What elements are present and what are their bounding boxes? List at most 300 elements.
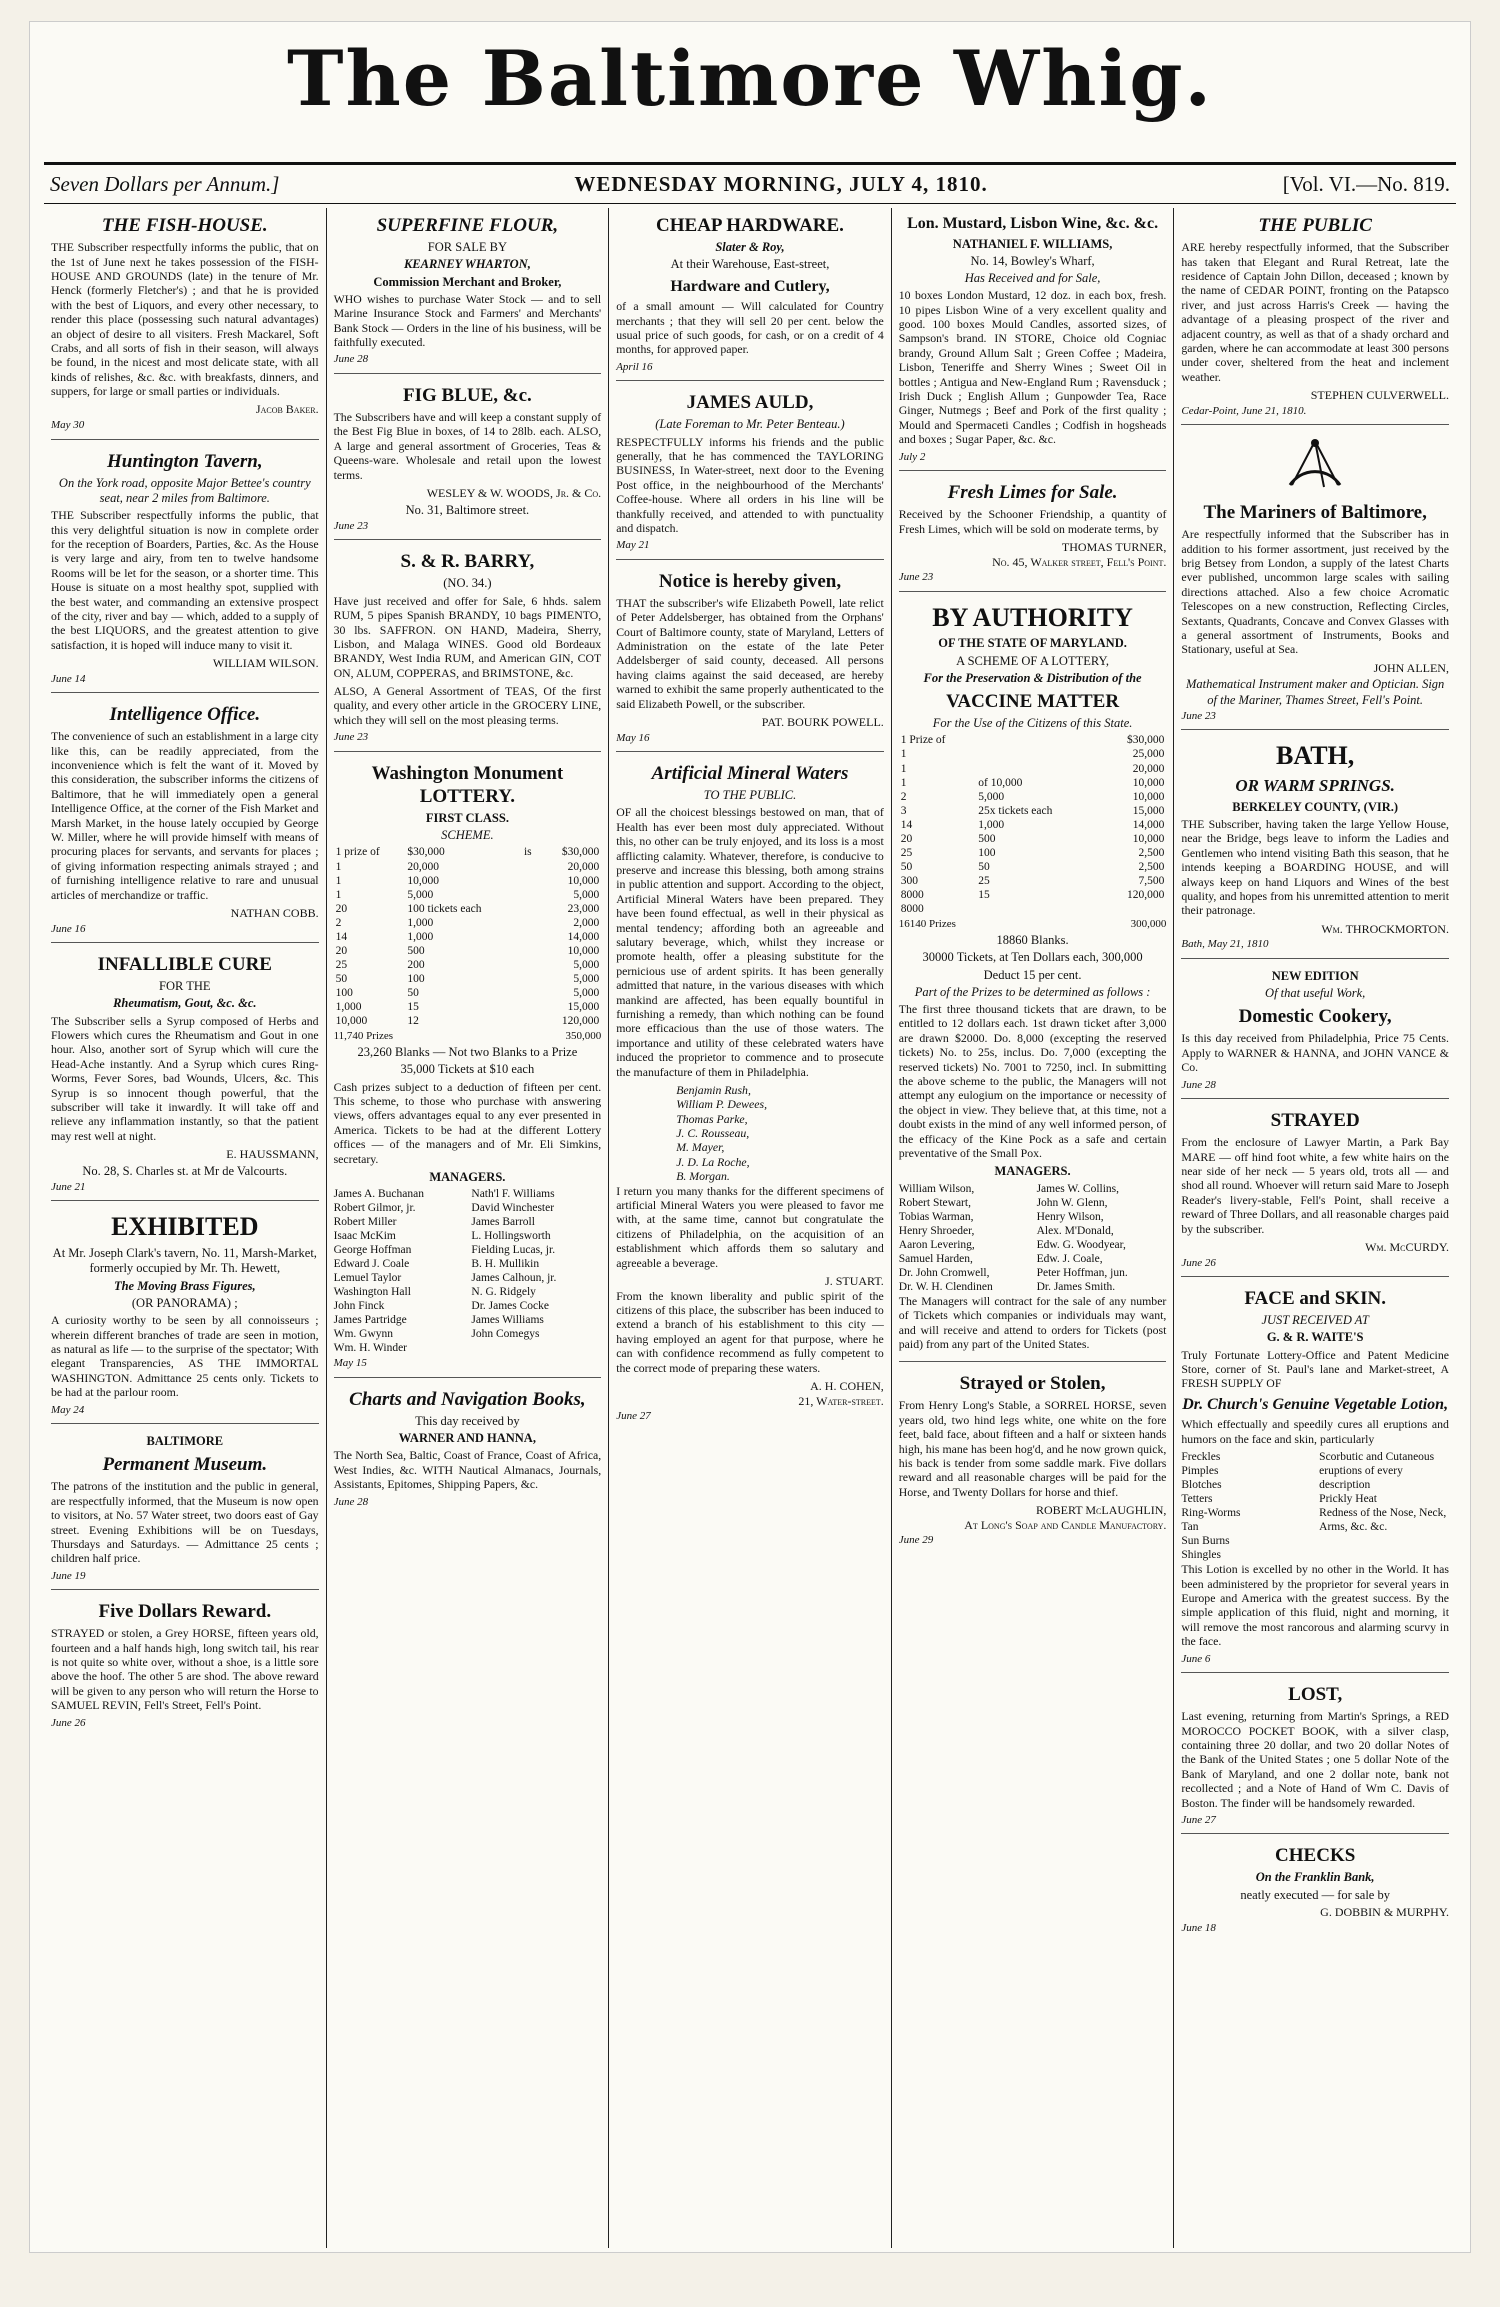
- scheme-cell: 5,000: [573, 958, 600, 971]
- ad-date: June 27: [616, 1410, 651, 1423]
- ad-heading: CHEAP HARDWARE.: [656, 215, 844, 236]
- ad-heading: Domestic Cookery,: [1238, 1006, 1392, 1028]
- managers-heading: MANAGERS.: [429, 1169, 506, 1184]
- ad-subheading: G. & R. WAITE'S: [1266, 1330, 1364, 1345]
- manager-name: Isaac McKim: [333, 1230, 396, 1243]
- hardware-ad: [616, 214, 884, 381]
- ailment: Prickly Heat: [1319, 1493, 1377, 1506]
- ad-heading: Five Dollars Reward.: [98, 1601, 272, 1623]
- vaccine-blanks: 18860 Blanks.: [996, 933, 1069, 948]
- ad-heading: STRAYED: [1270, 1110, 1360, 1132]
- ailment: Ring-Worms: [1181, 1507, 1241, 1520]
- manager-name: Robert Miller: [333, 1216, 397, 1229]
- ad-body: Are respectfully informed that the Subscriber has in addition to his former assortment, just received by the brig Betsey from London, a supply of the latest Charts ever published, uncommon large scales with sailing directions attached. Also a few choice Acromatic Telescopes on a new construction, Reflecting Circles, Sextants, Quadrants, Concave and Convex Glasses with a general assortment of Instruments, Books and Stationary, useful at Sea.: [1181, 527, 1449, 657]
- ad-subheading: (Late Foreman to Mr. Peter Benteau.): [655, 417, 845, 432]
- scheme-cell: 25: [900, 846, 913, 859]
- scheme-cell: 14: [335, 930, 348, 943]
- scheme-cell: $30,000: [561, 846, 600, 859]
- physician-name: B. Morgan.: [676, 1169, 730, 1184]
- ad-heading: BATH,: [1276, 741, 1355, 771]
- scheme-cell: [522, 930, 539, 944]
- manager-name: John Finck: [333, 1300, 385, 1313]
- ad-date: June 26: [1181, 1256, 1216, 1269]
- scheme-cell: [522, 860, 539, 874]
- scheme-row: [334, 845, 602, 859]
- exhibited-ad: [51, 1211, 319, 1423]
- lottery-tickets: 35,000 Tickets at $10 each: [400, 1062, 535, 1077]
- ad-date: May 16: [616, 731, 650, 744]
- ailment: Sun Burns: [1181, 1535, 1230, 1548]
- ad-heading: Artificial Mineral Waters: [651, 763, 849, 785]
- reward-ad: [51, 1600, 319, 1736]
- scheme-cell: 5,000: [573, 986, 600, 999]
- scheme-row: [899, 818, 1167, 832]
- ailments-list: [1181, 1450, 1449, 1562]
- column-4: [892, 208, 1175, 2248]
- ad-heading: Charts and Navigation Books,: [349, 1388, 586, 1410]
- ad-signature: NATHAN COBB.: [230, 905, 319, 920]
- ad-body: 10 boxes London Mustard, 12 doz. in each box, fresh. 10 pipes Lisbon Wine of a very excellent quality and good. 100 boxes Mould Candles, assorted sizes, of Sampson's brand. IN STORE, Choice old Cogniac brandy, Ground Allum Salt ; Green Coffee ; Madeira, Lisbon, Teneriffe and Sherry Wines ; Sweet Oil in bottles ; Antigua and New-England Rum ; Ravensduck ; Irish Duck ; English Allum ; Gunpowder Tea, Race Ginger, Nutmegs ; Beef and Pork of the first quality ; Mould and Spermaceti Candles ; Codfish in hogsheads and boxes ; Sugar Paper, &c. &c.: [898, 288, 1167, 447]
- ailment: Pimples: [1181, 1465, 1219, 1478]
- ad-date: May 24: [51, 1403, 85, 1416]
- ad-subheading: VACCINE MATTER: [946, 691, 1120, 713]
- manager-name: David Winchester: [471, 1202, 555, 1215]
- manager-name: Aaron Levering,: [898, 1238, 975, 1251]
- ad-date: June 23: [333, 519, 369, 532]
- face-skin-ad: [1181, 1287, 1449, 1673]
- scheme-row: [899, 776, 1167, 790]
- scheme-cell: [522, 1000, 539, 1014]
- physician-name: J. D. La Roche,: [676, 1154, 750, 1169]
- manager-name: Nath'l F. Williams: [471, 1188, 555, 1201]
- fig-blue-ad: [334, 384, 602, 540]
- scheme-row: [334, 1014, 602, 1028]
- ad-body: of a small amount — Will calculated for Country merchants ; that they will sell 20 per cent. below the usual price of such goods, for cash, or on a credit of 4 months, for approved paper.: [616, 299, 884, 357]
- scheme-cell: [522, 888, 539, 902]
- ailments-left: [1181, 1450, 1311, 1562]
- masthead: [30, 22, 1470, 162]
- ad-heading: EXHIBITED: [111, 1212, 259, 1242]
- scheme-cell: 14,000: [1132, 818, 1165, 831]
- ad-signature: WILLIAM WILSON.: [212, 656, 319, 671]
- scheme-cell: $30,000: [1127, 734, 1165, 747]
- manager-name: Henry Wilson,: [1036, 1210, 1104, 1223]
- scheme-cell: [522, 1014, 539, 1028]
- ad-subheading: neatly executed — for sale by: [1240, 1887, 1390, 1902]
- ad-body: Received by the Schooner Friendship, a quantity of Fresh Limes, which will be sold on moderate terms, by: [898, 507, 1167, 536]
- scheme-cell: 1: [335, 860, 342, 873]
- mariners-ad: [1181, 435, 1449, 730]
- scheme-cell: 50: [900, 860, 913, 873]
- ad-body: THE Subscriber, having taken the large Yellow House, near the Bridge, begs leave to inform the Ladies and Gentlemen who intend visiting Bath this season, that he intends keeping a BOARDING HOUSE, and will always keep on hand Liquors and Wines of the best quality, and hopes from his unremitted attention to merit their patronage.: [1181, 817, 1449, 918]
- scheme-cell: 10,000: [567, 944, 600, 957]
- scheme-cell: 1: [335, 874, 342, 887]
- ad-subheading: BALTIMORE: [146, 1433, 224, 1448]
- ad-subheading: KEARNEY WHARTON,: [403, 257, 531, 272]
- newspaper-page: [30, 22, 1470, 2252]
- manager-name: James Williams: [471, 1314, 544, 1327]
- ad-subheading: This day received by: [415, 1413, 520, 1428]
- ad-date: July 2: [898, 450, 926, 463]
- scheme-cell: 25: [335, 958, 348, 971]
- ad-date: June 27: [1181, 1813, 1216, 1826]
- managers-right: [471, 1187, 601, 1355]
- manager-name: John Comegys: [471, 1328, 540, 1341]
- cookery-ad: [1181, 969, 1449, 1099]
- scheme-cell: 10,000: [407, 874, 439, 887]
- vaccine-total-value: 300,000: [1130, 917, 1167, 930]
- ad-heading: THE FISH-HOUSE.: [101, 215, 268, 236]
- mineral-waters-ad: [616, 762, 884, 1430]
- ad-heading: CHECKS: [1275, 1845, 1356, 1867]
- scheme-row: [899, 747, 1167, 761]
- ad-date: June 19: [51, 1569, 86, 1582]
- ad-date: April 16: [616, 360, 653, 373]
- manager-name: Lemuel Taylor: [333, 1272, 402, 1285]
- infallible-cure-ad: [51, 953, 319, 1201]
- ad-date: Cedar-Point, June 21, 1810.: [1181, 404, 1307, 417]
- scheme-cell: 20,000: [407, 860, 439, 873]
- scheme-row: [334, 874, 602, 888]
- ad-body: The convenience of such an establishment in a large city like this, can be readily appreciated, from the inconvenience which is felt the want of it. Moved by this consideration, the subscriber informs the citizens of Baltimore, that he will immediately open a general Intelligence Office, at the corner of the Fish Market and Marsh Market, in the house lately occupied by George W. Miller, where he will provide himself with means of procuring places for servants, and servants for places ; of giving information respecting animals strayed ; and of furnishing intelligence relative to rare and unusual articles of merchandize or traffic.: [51, 729, 319, 902]
- ad-date: May 15: [333, 1357, 367, 1370]
- ad-subheading: Dr. Church's Genuine Vegetable Lotion,: [1182, 1395, 1449, 1413]
- ad-address: At Long's Soap and Candle Manufactory.: [964, 1517, 1167, 1532]
- scheme-cell: [522, 958, 539, 972]
- scheme-cell: 5,000: [407, 888, 434, 901]
- scheme-row: [334, 888, 602, 902]
- manager-name: James Calhoun, jr.: [471, 1272, 557, 1285]
- scheme-cell: 14: [900, 818, 913, 831]
- scheme-cell: 2,000: [573, 916, 600, 929]
- scheme-cell: 15,000: [1132, 804, 1165, 817]
- scheme-cell: 7,500: [1138, 874, 1165, 887]
- scheme-cell: [522, 902, 539, 916]
- manager-name: Tobias Warman,: [898, 1210, 974, 1223]
- ad-body: Is this day received from Philadelphia, Price 75 Cents. Apply to WARNER & HANNA, and JOHN VANCE & Co.: [1181, 1031, 1449, 1075]
- ad-signature: STEPHEN CULVERWELL.: [1310, 388, 1449, 403]
- ad-heading: FIG BLUE, &c.: [403, 384, 532, 406]
- scheme-cell: 15: [407, 1000, 419, 1013]
- ad-subheading: On the Franklin Bank,: [1255, 1870, 1375, 1885]
- ad-signature: G. DOBBIN & MURPHY.: [1320, 1904, 1449, 1919]
- ad-subheading: For the Use of the Citizens of this State.: [932, 716, 1133, 731]
- ad-subheading: NATHANIEL F. WILLIAMS,: [952, 236, 1113, 251]
- ad-heading: Strayed or Stolen,: [959, 1373, 1106, 1395]
- subscription-price: Seven Dollars per Annum.]: [50, 171, 280, 196]
- scheme-cell: 2,500: [1138, 846, 1165, 859]
- ad-heading: Permanent Museum.: [102, 1454, 268, 1476]
- scheme-cell: 100: [407, 972, 425, 985]
- manager-name: Samuel Harden,: [898, 1252, 973, 1265]
- ad-subheading: TO THE PUBLIC.: [703, 788, 797, 803]
- ad-body: ALSO, A General Assortment of TEAS, Of the first quality, and every other article in the GROCERY LINE, which they will sell on the most pleasing terms.: [333, 684, 602, 727]
- scheme-row: [334, 944, 602, 958]
- sextant-icon: [1280, 435, 1350, 495]
- ad-signature: E. HAUSSMANN,: [226, 1147, 319, 1162]
- ad-subheading: SCHEME.: [441, 828, 494, 843]
- scheme-row: [334, 916, 602, 930]
- ad-subheading: WARNER AND HANNA,: [398, 1431, 536, 1446]
- ad-heading: SUPERFINE FLOUR,: [376, 215, 559, 236]
- ad-date: June 28: [333, 353, 369, 366]
- ad-body: The Subscriber sells a Syrup composed of Herbs and Flowers which cures the Rheumatism and Gout in one hour. Also, another sort of Syrup which will cure the Head-Ache instantly. And a Syrup which cures Ring-Worms, Fever Sores, bad Wounds, Ulcers, &c. This Syrup is so innocent though powerful, that the subscriber will take it inwardly. It will take off and relieve any inflammation instantly, so that the patient may rest well at night.: [51, 1013, 319, 1143]
- ad-date: June 28: [1181, 1078, 1216, 1091]
- managers-list: [334, 1187, 602, 1355]
- scheme-cell: [976, 762, 1100, 776]
- ad-heading: Washington Monument LOTTERY.: [371, 762, 564, 807]
- lottery-scheme-table: [334, 845, 602, 1027]
- ad-address: No. 31, Baltimore street.: [405, 502, 530, 517]
- ad-body: A curiosity worthy to be seen by all connoisseurs ; wherein different branches of trade are seen in motion, as natural as life — to the surprise of the spectator; With elegant Transparencies, AS THE IMMORTAL WASHINGTON. Admittance 25 cents only. Tickets to be had at the parlour room.: [51, 1313, 319, 1400]
- intelligence-office-ad: [51, 703, 319, 943]
- vaccine-deduct: Deduct 15 per cent.: [983, 967, 1082, 982]
- ailment: Redness of the Nose, Neck, Arms, &c. &c.: [1319, 1507, 1447, 1534]
- ad-body: WHO wishes to purchase Water Stock — and to sell Marine Insurance Stock and Farmers' and Merchants' Bank Stock — Orders in the line of his business, will be faithfully executed.: [333, 291, 602, 350]
- scheme-cell: [522, 874, 539, 888]
- ad-subheading: Commission Merchant and Broker,: [373, 274, 562, 289]
- ad-body: STRAYED or stolen, a Grey HORSE, fifteen years old, fourteen and a half hands high, long switch tail, his rear is not quite so white over, without a shoe, is a little sore above the hoof. The other 5 are shod. The above reward will be given to any person who will return the Horse to SAMUEL REVIN, Fell's Street, Fell's Point.: [51, 1626, 319, 1713]
- manager-name: James Partridge: [333, 1314, 407, 1327]
- scheme-row: [334, 958, 602, 972]
- columns: [44, 208, 1456, 2248]
- ad-address: 21, Water-street.: [798, 1393, 884, 1408]
- manager-name: William Wilson,: [898, 1182, 975, 1195]
- scheme-cell: 10,000: [335, 1014, 368, 1027]
- manager-name: Robert Gilmor, jr.: [333, 1202, 416, 1215]
- scheme-cell: 10,000: [1132, 832, 1165, 845]
- physician-name: M. Mayer,: [676, 1140, 725, 1155]
- manager-name: John W. Glenn,: [1036, 1196, 1108, 1209]
- ad-body: THAT the subscriber's wife Elizabeth Powell, late relict of Peter Addelsberger, has obtained from the Orphans' Court of Baltimore county, state of Maryland, Letters of Administration on the estate of the late Peter Addelsberger of said county, deceased. All persons having claims against the said deceased, are hereby warned to exhibit the same properly authenticated to the said Elizabeth Powell, or the subscriber.: [616, 595, 884, 711]
- ad-signature: Jacob Baker.: [255, 402, 319, 417]
- ad-date: June 23: [333, 731, 369, 744]
- scheme-cell: 3: [900, 804, 907, 817]
- ailment: Freckles: [1181, 1451, 1221, 1464]
- ad-signature: ROBERT McLAUGHLIN,: [1035, 1503, 1167, 1518]
- ad-date: Bath, May 21, 1810: [1181, 938, 1269, 951]
- column-2: [327, 208, 610, 2248]
- scheme-cell: 100: [978, 846, 996, 859]
- scheme-row: [334, 860, 602, 874]
- volume-number: [Vol. VI.—No. 819.: [1282, 171, 1450, 196]
- ad-subheading: OR WARM SPRINGS.: [1235, 776, 1395, 796]
- physician-name: William P. Dewees,: [676, 1097, 768, 1112]
- ailment: Blotches: [1181, 1479, 1222, 1492]
- museum-ad: [51, 1434, 319, 1590]
- scheme-cell: 25x tickets each: [978, 804, 1053, 817]
- scheme-row: [899, 832, 1167, 846]
- ad-signature: A. H. COHEN,: [810, 1378, 884, 1393]
- scheme-cell: 2,500: [1138, 860, 1165, 873]
- manager-name: Edward J. Coale: [333, 1258, 410, 1271]
- bath-ad: [1181, 740, 1449, 958]
- ad-subheading: NEW EDITION: [1271, 968, 1359, 983]
- ailment: Shingles: [1181, 1549, 1221, 1562]
- scheme-cell: 8000: [900, 902, 924, 915]
- scheme-cell: $30,000: [407, 846, 445, 859]
- scheme-cell: 1: [900, 776, 907, 789]
- scheme-cell: [1101, 902, 1167, 916]
- ad-body: Last evening, returning from Martin's Springs, a RED MOROCCO POCKET BOOK, with a silver clasp, containing three 20 dollar, and two 20 dollar Notes of the Bank of the United States ; one 5 dollar Note of the Bank of Maryland, and one 2 dollar note, bank not recollected ; and a Note of Hand of Wm C. Davis of Boston. The finder will be handsomely rewarded.: [1181, 1709, 1449, 1810]
- ad-heading: Fresh Limes for Sale.: [947, 481, 1118, 503]
- manager-name: Washington Hall: [333, 1286, 411, 1299]
- ad-body: From the known liberality and public spirit of the citizens of this place, the subscriber has been induced to extend a branch of his establishment to this city — having employed an agent for that purpose, where he can with confidence recommend as fully competent to the correct mode of preparing these waters.: [616, 1288, 884, 1375]
- ad-address: Mathematical Instrument maker and Optician. Sign of the Mariner, Thames Street, Fell's Point.: [1186, 677, 1445, 707]
- ad-subheading: BERKELEY COUNTY, (VIR.): [1232, 799, 1399, 814]
- scheme-row: [899, 860, 1167, 874]
- column-1: [44, 208, 327, 2248]
- manager-name: Dr. John Cromwell,: [898, 1266, 990, 1279]
- manager-name: Peter Hoffman, jun.: [1036, 1266, 1128, 1279]
- ad-body: Truly Fortunate Lottery-Office and Patent Medicine Store, corner of St. Paul's lane and Market-street, A FRESH SUPPLY OF: [1181, 1347, 1449, 1391]
- ad-subheading: OF THE STATE OF MARYLAND.: [938, 636, 1127, 651]
- ad-address: No. 45, Walker street, Fell's Point.: [992, 554, 1167, 569]
- ad-subheading: FOR THE: [159, 979, 211, 994]
- ad-heading: JAMES AULD,: [686, 392, 814, 414]
- physician-name: Thomas Parke,: [676, 1111, 748, 1126]
- ad-subheading: At Mr. Joseph Clark's tavern, No. 11, Marsh-Market, formerly occupied by Mr. Th. Hewett,: [52, 1246, 317, 1276]
- ad-subheading: Slater & Roy,: [715, 240, 785, 255]
- scheme-cell: 2: [335, 916, 342, 929]
- scheme-cell: 500: [407, 944, 425, 957]
- ad-date: June 29: [898, 1534, 934, 1547]
- ad-signature: JOHN ALLEN,: [1373, 660, 1449, 675]
- ad-body: The first three thousand tickets that are drawn, to be entitled to 12 dollars each. 1st drawn ticket after 3,000 are drawn $2000. Do. 8,000 (excepting the reserved tickets) No. to 25s, inclus. Do. 7,000 (excepting the reserved tickets) No. 7001 to 7250, incl. In submitting the above scheme to the public, the Managers will not attempt any eulogium on the importance or necessity of the object in view. They believe that, at this time, not a doubt exists in the mind of any well informed person, of the efficacy of the Kine Pock as a safe and certain preventative of the Small Pox.: [898, 1002, 1167, 1160]
- vaccine-lottery-ad: [899, 602, 1167, 1363]
- scheme-cell: 20,000: [1132, 762, 1165, 775]
- scheme-cell: 2: [900, 790, 907, 803]
- manager-name: Robert Stewart,: [898, 1196, 971, 1209]
- ad-date: June 16: [51, 922, 86, 935]
- ad-signature: THOMAS TURNER,: [1061, 539, 1167, 554]
- manager-name: Edw. J. Coale,: [1036, 1252, 1103, 1265]
- scheme-cell: 1,000: [978, 818, 1005, 831]
- scheme-cell: 1: [900, 762, 907, 775]
- scheme-cell: 500: [978, 832, 996, 845]
- scheme-cell: 20,000: [567, 860, 600, 873]
- ad-date: June 26: [51, 1716, 86, 1729]
- scheme-row: [899, 846, 1167, 860]
- manager-name: Edw. G. Woodyear,: [1036, 1238, 1126, 1251]
- scheme-cell: 1,000: [407, 930, 434, 943]
- scheme-row: [899, 902, 1167, 916]
- ad-address: No. 28, S. Charles st. at Mr de Valcourts.: [82, 1163, 288, 1178]
- washington-lottery-ad: [334, 762, 602, 1378]
- physician-names: [616, 1083, 884, 1184]
- ad-body: The North Sea, Baltic, Coast of France, Coast of Africa, West Indies, &c. WITH Nautical Almanacs, Journals, Assistants, Epitomes, Shipping Papers, &c.: [333, 1448, 602, 1492]
- ad-date: June 21: [51, 1181, 86, 1194]
- ad-date: June 28: [333, 1495, 369, 1508]
- scheme-row: [899, 790, 1167, 804]
- ad-body: THE Subscriber respectfully informs the public, that this very delightful situation is now in complete order for the reception of Boarders, Parties, &c. As the House is very large and airy, from ten to twelve handsome Rooms will be let for the season, or a shorter time. This House is situate on a most healthy spot, supplied with the best water, and commanding an extensive prospect of the city, river and bay — which, added to a supply of the best LIQUORS, and the greatest attention to give satisfaction, it is hoped will induce many to visit it.: [51, 508, 319, 652]
- manager-name: James W. Collins,: [1036, 1182, 1120, 1195]
- flour-ad: [334, 214, 602, 374]
- column-3: [609, 208, 892, 2248]
- scheme-row: [334, 986, 602, 1000]
- ad-date: May 21: [616, 539, 650, 552]
- ad-subheading: (NO. 34.): [443, 576, 492, 591]
- ad-heading: Notice is hereby given,: [658, 570, 842, 592]
- scheme-cell: 5,000: [573, 972, 600, 985]
- scheme-cell: 50: [407, 986, 419, 999]
- scheme-cell: 15,000: [567, 1000, 600, 1013]
- ad-subheading: Of that useful Work,: [1265, 986, 1366, 1001]
- dateline: [44, 162, 1456, 204]
- ad-subheading: For the Preservation & Distribution of the: [923, 670, 1142, 685]
- scheme-cell: 14,000: [567, 930, 600, 943]
- notice-ad: [616, 570, 884, 752]
- ad-body: The Managers will contract for the sale of any number of Tickets which companies or individuals may want, and will receive and attend to orders for Tickets (post paid) from any part of the United States.: [898, 1293, 1167, 1351]
- ad-signature: Wm. McCURDY.: [1365, 1239, 1449, 1254]
- vaccine-part: Part of the Prizes to be determined as follows :: [914, 984, 1151, 999]
- scheme-cell: 8000: [900, 888, 924, 901]
- scheme-cell: 1: [335, 888, 342, 901]
- ad-subheading: On the York road, opposite Major Bettee's country seat, near 2 miles from Baltimore.: [58, 475, 311, 505]
- ad-body: Have just received and offer for Sale, 6 hhds. salem RUM, 5 pipes Spanish BRANDY, 10 bags PIMENTO, 30 lbs. SAFFRON. ON HAND, Madeira, Sherry, Lisbon, and Malaga WINES. Good old Bordeaux BRANDY, West India RUM, and American GIN, COT ON, ALUM, COPPERAS, and BRIMSTONE, &c.: [333, 593, 602, 680]
- scheme-cell: 10,000: [1132, 776, 1165, 789]
- scheme-cell: of 10,000: [978, 776, 1023, 789]
- ailment: Tan: [1181, 1521, 1199, 1534]
- scheme-row: [334, 972, 602, 986]
- scheme-cell: 12: [407, 1014, 419, 1027]
- charts-ad: [334, 1388, 602, 1515]
- lost-ad: [1181, 1683, 1449, 1834]
- ad-subheading: A SCHEME OF A LOTTERY,: [956, 653, 1110, 668]
- limes-ad: [899, 481, 1167, 592]
- ad-body: This Lotion is excelled by no other in the World. It has been administered by the proprietor for several years in Europe and America with the greatest success. By the simple application of this fluid, night and morning, it will remove the most rancorous and alarming scurvy in the face.: [1181, 1562, 1449, 1649]
- ad-subheading: FOR SALE BY: [427, 240, 507, 255]
- manager-name: Wm. H. Winder: [333, 1342, 408, 1355]
- scheme-cell: 1 Prize of: [900, 734, 946, 747]
- ad-body: THE Subscriber respectfully informs the public, that on the 1st of June next he takes possession of the FISH-HOUSE AND GROUNDS (late) in the tenure of Mr. Henck (formerly Fletcher's) ; and that he is provided with the best of Liquors, and every other necessary, to render this place (possessing such natural advantages) an object of desire to all visiters. Fresh Mackarel, Soft Crabs, and all sorts of fish in their season, will always be found, in the nicest and most delicate state, with all kinds of relishes, &c. &c. with breakfasts, dinners, and suppers, for large or small parties or individuals.: [51, 240, 319, 399]
- strayed-mare-ad: [1181, 1109, 1449, 1277]
- vaccine-tickets: 30000 Tickets, at Ten Dollars each, 300,000: [922, 950, 1143, 965]
- scheme-cell: 23,000: [567, 902, 600, 915]
- ailment: Scorbutic and Cutaneous eruptions of every description: [1319, 1451, 1435, 1492]
- scheme-cell: 100: [335, 986, 353, 999]
- vaccine-scheme-table: [899, 733, 1167, 915]
- ad-heading: BY AUTHORITY: [932, 602, 1133, 632]
- lottery-blanks: 23,260 Blanks — Not two Blanks to a Prize: [357, 1045, 578, 1060]
- ad-subheading: At their Warehouse, East-street,: [670, 257, 830, 272]
- ad-heading: Huntington Tavern,: [107, 450, 263, 472]
- issue-date: WEDNESDAY MORNING, JULY 4, 1810.: [574, 171, 988, 196]
- ad-subheading: No. 14, Bowley's Wharf,: [970, 253, 1095, 268]
- scheme-cell: [522, 944, 539, 958]
- scheme-cell: 25,000: [1132, 748, 1165, 761]
- scheme-cell: 1: [900, 748, 907, 761]
- ad-body: ARE hereby respectfully informed, that the Subscriber has taken that Elegant and Rural Retreat, late the residence of Captain John Dillon, deceased ; known by the name of CEDAR POINT, fronting on the Patapsco river, and just across Harris's Creek — having the advantage of a pleasing prospect of the river and adjacent country, as well as that of a shady orchard and garden, where he can accommodate at least 300 persons under cover, sheltered from the heat and inclement weather.: [1181, 240, 1449, 384]
- vaccine-total: 16140 Prizes: [898, 917, 956, 930]
- ad-heading: S. & R. BARRY,: [400, 551, 535, 573]
- managers-left: [334, 1187, 464, 1355]
- ad-heading: The Mariners of Baltimore,: [1203, 502, 1427, 524]
- manager-name: Fielding Lucas, jr.: [471, 1244, 556, 1257]
- ad-body: RESPECTFULLY informs his friends and the public generally, that he has commenced the TAYLORING BUSINESS, In Water-street, next door to the Evening Post office, in the neighbourhood of the Merchants' Coffee-house. Where all orders in his line will be thankfully received, and attended to with punctuality and dispatch.: [616, 434, 884, 535]
- ad-signature: Wm. THROCKMORTON.: [1321, 921, 1449, 936]
- ad-body: Which effectually and speedily cures all eruptions and humors on the face and skin, particularly: [1181, 1417, 1449, 1446]
- ad-heading: FACE and SKIN.: [1244, 1287, 1386, 1309]
- scheme-cell: 20: [900, 832, 913, 845]
- ad-date: May 30: [51, 419, 85, 432]
- fish-house-ad: [51, 214, 319, 440]
- scheme-row: [899, 733, 1167, 747]
- ad-subheading: The Moving Brass Figures,: [113, 1278, 256, 1293]
- scheme-cell: [522, 972, 539, 986]
- scheme-row: [334, 930, 602, 944]
- ad-date: June 14: [51, 672, 86, 685]
